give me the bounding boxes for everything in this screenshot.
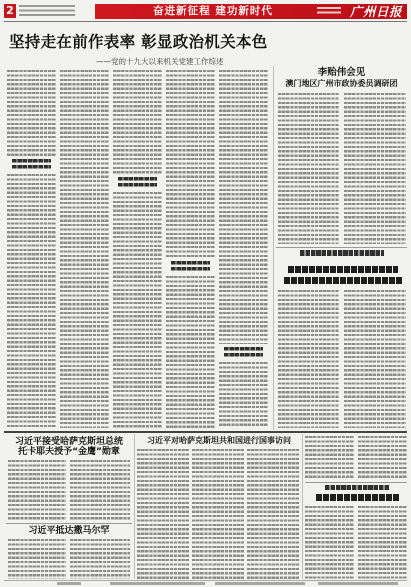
column-divider <box>273 66 274 430</box>
footer-rule <box>4 580 407 581</box>
body-text <box>137 449 189 579</box>
footer-text <box>57 582 81 585</box>
body-text <box>219 362 268 428</box>
body-text <box>113 70 162 174</box>
body-text <box>166 70 215 258</box>
body-text <box>70 460 130 521</box>
body-text <box>305 436 354 480</box>
body-text <box>358 506 407 579</box>
footer-text <box>110 582 205 585</box>
column-divider <box>134 434 135 579</box>
section-rule <box>4 431 407 433</box>
article-rule <box>276 247 407 248</box>
body-text <box>278 93 339 244</box>
body-text <box>60 70 109 428</box>
newspaper-logo: 广州日报 <box>349 4 402 19</box>
body-text <box>344 93 406 244</box>
body-text <box>70 539 130 579</box>
subheading <box>118 177 157 188</box>
footer-text <box>215 582 305 585</box>
body-text <box>247 449 299 579</box>
header-banner <box>95 4 407 19</box>
right-article-headline: 李贻伟会见 <box>317 67 366 78</box>
bottom-article-headline: 习近平对哈萨克斯坦共和国进行国事访问 <box>147 436 291 445</box>
body-text <box>305 506 354 579</box>
bottom-article-headline: 习近平接受哈萨克斯坦总统 <box>14 437 123 447</box>
column-divider <box>302 434 303 579</box>
bottom-article-headline: 习近平抵达撒马尔罕 <box>28 526 110 536</box>
lead-article-column <box>219 70 268 428</box>
page-number: 2 <box>4 4 16 18</box>
lead-subtitle: ——党的十九大以来机关党建工作综述 <box>96 57 224 66</box>
article-rule <box>6 523 132 524</box>
article-headline <box>284 277 402 284</box>
body-text <box>8 460 66 521</box>
subheading <box>171 261 210 272</box>
kicker-headline <box>300 250 384 256</box>
header-info-text <box>19 5 75 17</box>
lead-headline: 坚持走在前作表率 彰显政治机关本色 <box>9 33 268 51</box>
header-rule <box>4 21 407 22</box>
header-slogan: 奋进新征程 建功新时代 <box>153 5 273 17</box>
subheading <box>12 159 51 170</box>
body-text <box>344 290 406 428</box>
body-text <box>358 436 407 480</box>
right-article-headline: 澳门地区广州市政协委员调研团 <box>285 79 398 88</box>
body-text <box>166 276 215 428</box>
bottom-article-headline: 托卡耶夫授予“金鹰”勋章 <box>18 447 120 457</box>
article-headline <box>316 494 400 501</box>
body-text <box>7 174 56 428</box>
lead-article-column <box>7 70 56 428</box>
body-text <box>113 192 162 428</box>
body-text <box>192 449 244 579</box>
kicker-headline <box>325 485 389 490</box>
body-text <box>8 539 66 579</box>
article-rule <box>305 482 407 483</box>
subheading <box>224 347 263 358</box>
body-text <box>219 70 268 344</box>
date-info-text <box>317 7 341 16</box>
lead-article-column <box>60 70 109 428</box>
lead-article-column <box>113 70 162 428</box>
body-text <box>278 290 339 428</box>
body-text <box>7 70 56 156</box>
footer-text <box>318 582 398 585</box>
lead-article-column <box>166 70 215 428</box>
article-headline <box>288 266 398 273</box>
